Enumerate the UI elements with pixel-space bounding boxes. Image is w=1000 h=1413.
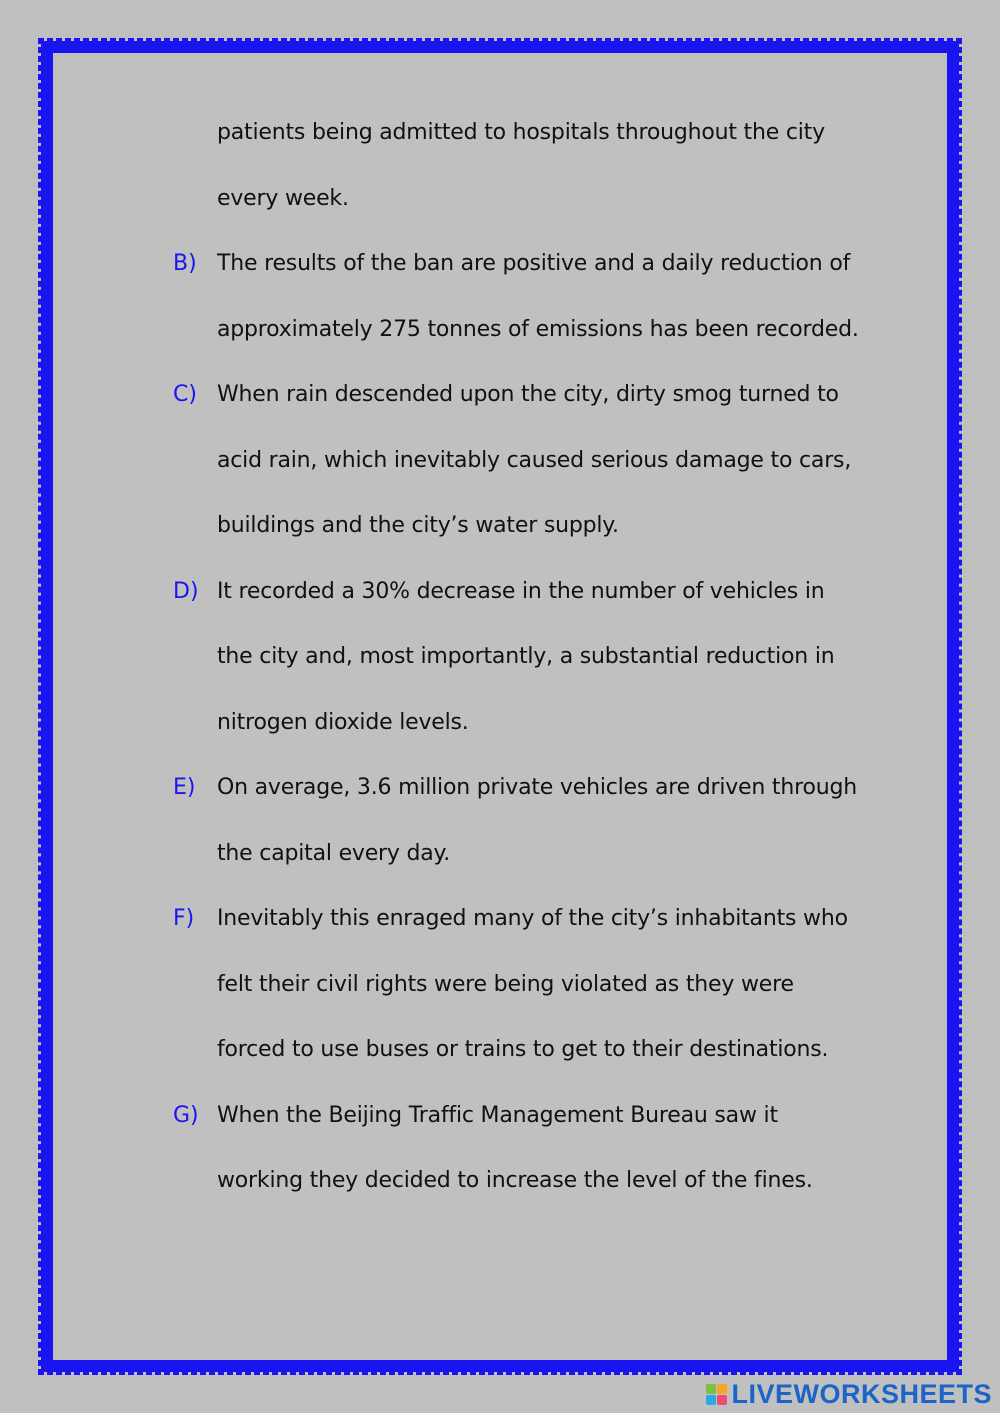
paragraph-line: On average, 3.6 million private vehicles are driven through <box>217 775 857 800</box>
paragraph-line: When the Beijing Traffic Management Bureau saw it <box>217 1103 778 1128</box>
watermark-text: LIVEWORKSHEETS <box>731 1378 992 1409</box>
item-marker-f: F) <box>173 906 195 931</box>
paragraph-line: working they decided to increase the level of the fines. <box>217 1168 813 1193</box>
paragraph-line: nitrogen dioxide levels. <box>217 710 469 735</box>
paragraph-line: felt their civil rights were being violated as they were <box>217 972 794 997</box>
item-marker-g: G) <box>173 1103 199 1128</box>
paragraph-line: When rain descended upon the city, dirty smog turned to <box>217 382 839 407</box>
paragraph-line: buildings and the city’s water supply. <box>217 513 619 538</box>
liveworksheets-watermark <box>706 1379 992 1409</box>
paragraph-line: the city and, most importantly, a substantial reduction in <box>217 644 835 669</box>
paragraph-line: patients being admitted to hospitals throughout the city <box>217 120 825 145</box>
paragraph-line: acid rain, which inevitably caused serious damage to cars, <box>217 448 852 473</box>
paragraph-line: the capital every day. <box>217 841 451 866</box>
paragraph-line: The results of the ban are positive and a daily reduction of <box>217 251 851 276</box>
paragraph-line: every week. <box>217 186 349 211</box>
paragraph-line: Inevitably this enraged many of the city’s inhabitants who <box>217 906 848 931</box>
paragraph-line: forced to use buses or trains to get to their destinations. <box>217 1037 829 1062</box>
item-marker-e: E) <box>173 775 196 800</box>
item-marker-b: B) <box>173 251 197 276</box>
page-border-frame <box>41 41 959 1372</box>
paragraph-line: approximately 275 tonnes of emissions has been recorded. <box>217 317 859 342</box>
liveworksheets-logo-icon <box>706 1384 727 1405</box>
item-marker-c: C) <box>173 382 197 407</box>
paragraph-line: It recorded a 30% decrease in the number of vehicles in <box>217 579 825 604</box>
item-marker-d: D) <box>173 579 199 604</box>
